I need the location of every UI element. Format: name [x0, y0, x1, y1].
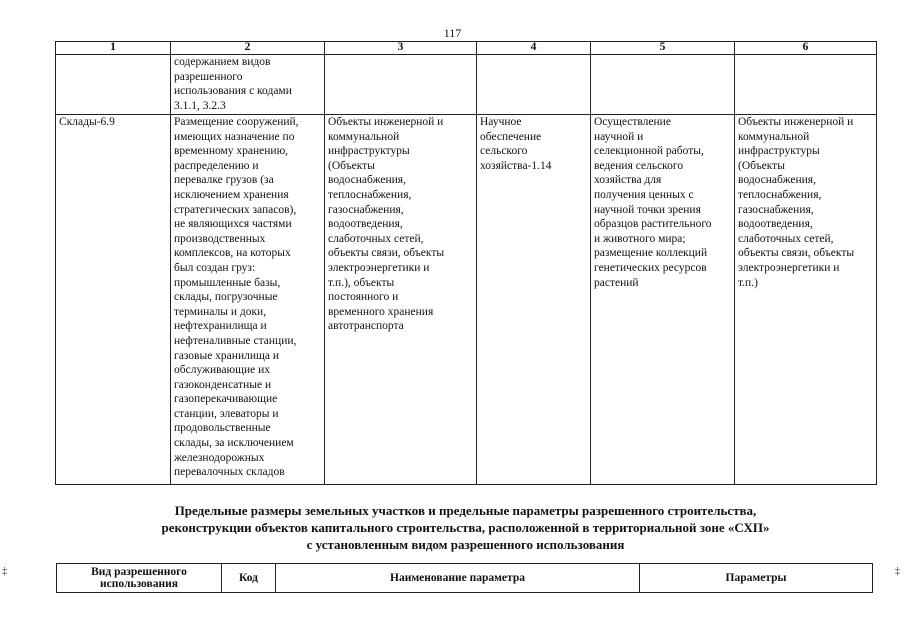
table-cell	[735, 55, 877, 115]
table-row	[56, 55, 877, 115]
section-heading-line: с установленным видом разрешенного использования	[306, 537, 625, 552]
scan-mark-left: ‡	[2, 566, 7, 577]
column-number-row	[56, 42, 877, 55]
land-use-table	[55, 41, 877, 485]
column-header: Вид разрешенного использования	[57, 564, 222, 593]
column-number: 4	[477, 42, 591, 55]
column-number: 2	[171, 42, 325, 55]
table-cell	[591, 55, 735, 115]
column-number: 6	[735, 42, 877, 55]
table-cell: Склады-6.9	[56, 115, 171, 485]
table-cell: Научное обеспечение сельского хозяйства-1.14	[477, 115, 591, 485]
table-cell: Объекты инженерной и коммунальной инфраструктуры (Объекты водоснабжения, теплоснабжения, газоснабжения, водоотведения, слаботочных сетей, объекты связи, объекты электроэнергетики и т.п.), объекты постоянного и временного хранения автотранспорта	[325, 115, 477, 485]
column-header: Наименование параметра	[276, 564, 640, 593]
page-number: 117	[443, 26, 462, 40]
table-cell	[56, 55, 171, 115]
column-header: Код	[222, 564, 276, 593]
table-cell: содержанием видов разрешенного использования с кодами 3.1.1, 3.2.3	[171, 55, 325, 115]
table-cell: Объекты инженерной и коммунальной инфраструктуры (Объекты водоснабжения, теплоснабжения, газоснабжения, водоотведения, слаботочных сетей, объекты связи, объекты электроэнергетики и т.п.)	[735, 115, 877, 485]
column-number: 3	[325, 42, 477, 55]
table-cell	[325, 55, 477, 115]
table-cell	[477, 55, 591, 115]
table-cell: Размещение сооружений, имеющих назначение по временному хранению, распределению и перевалке грузов (за исключением хранения стратегических запасов), не являющихся частями производственных комплексов, на которых был создан груз: промышленные базы, склады, погрузочные терминалы и доки, нефтехранилища и нефтеналивные станции, газовые хранилища и обслуживающие их газоконденсатные и газоперекачивающие станции, элеваторы и продовольственные склады, за исключением железнодорожных перевалочных складов	[171, 115, 325, 485]
column-number: 1	[56, 42, 171, 55]
scan-mark-right: ‡	[895, 566, 900, 577]
column-header: Параметры	[640, 564, 873, 593]
column-number: 5	[591, 42, 735, 55]
table-header-row	[57, 564, 873, 593]
table-cell: Осуществление научной и селекционной работы, ведения сельского хозяйства для получения ценных с научной точки зрения образцов растительного и животного мира; размещение коллекций генетических ресурсов растений	[591, 115, 735, 485]
section-heading-line: реконструкции объектов капитального строительства, расположенной в территориальной зоне «СХП»	[161, 520, 770, 535]
parameters-table	[56, 563, 873, 593]
section-heading-line: Предельные размеры земельных участков и предельные параметры разрешенного строительства,	[174, 503, 757, 518]
table-row	[56, 115, 877, 485]
